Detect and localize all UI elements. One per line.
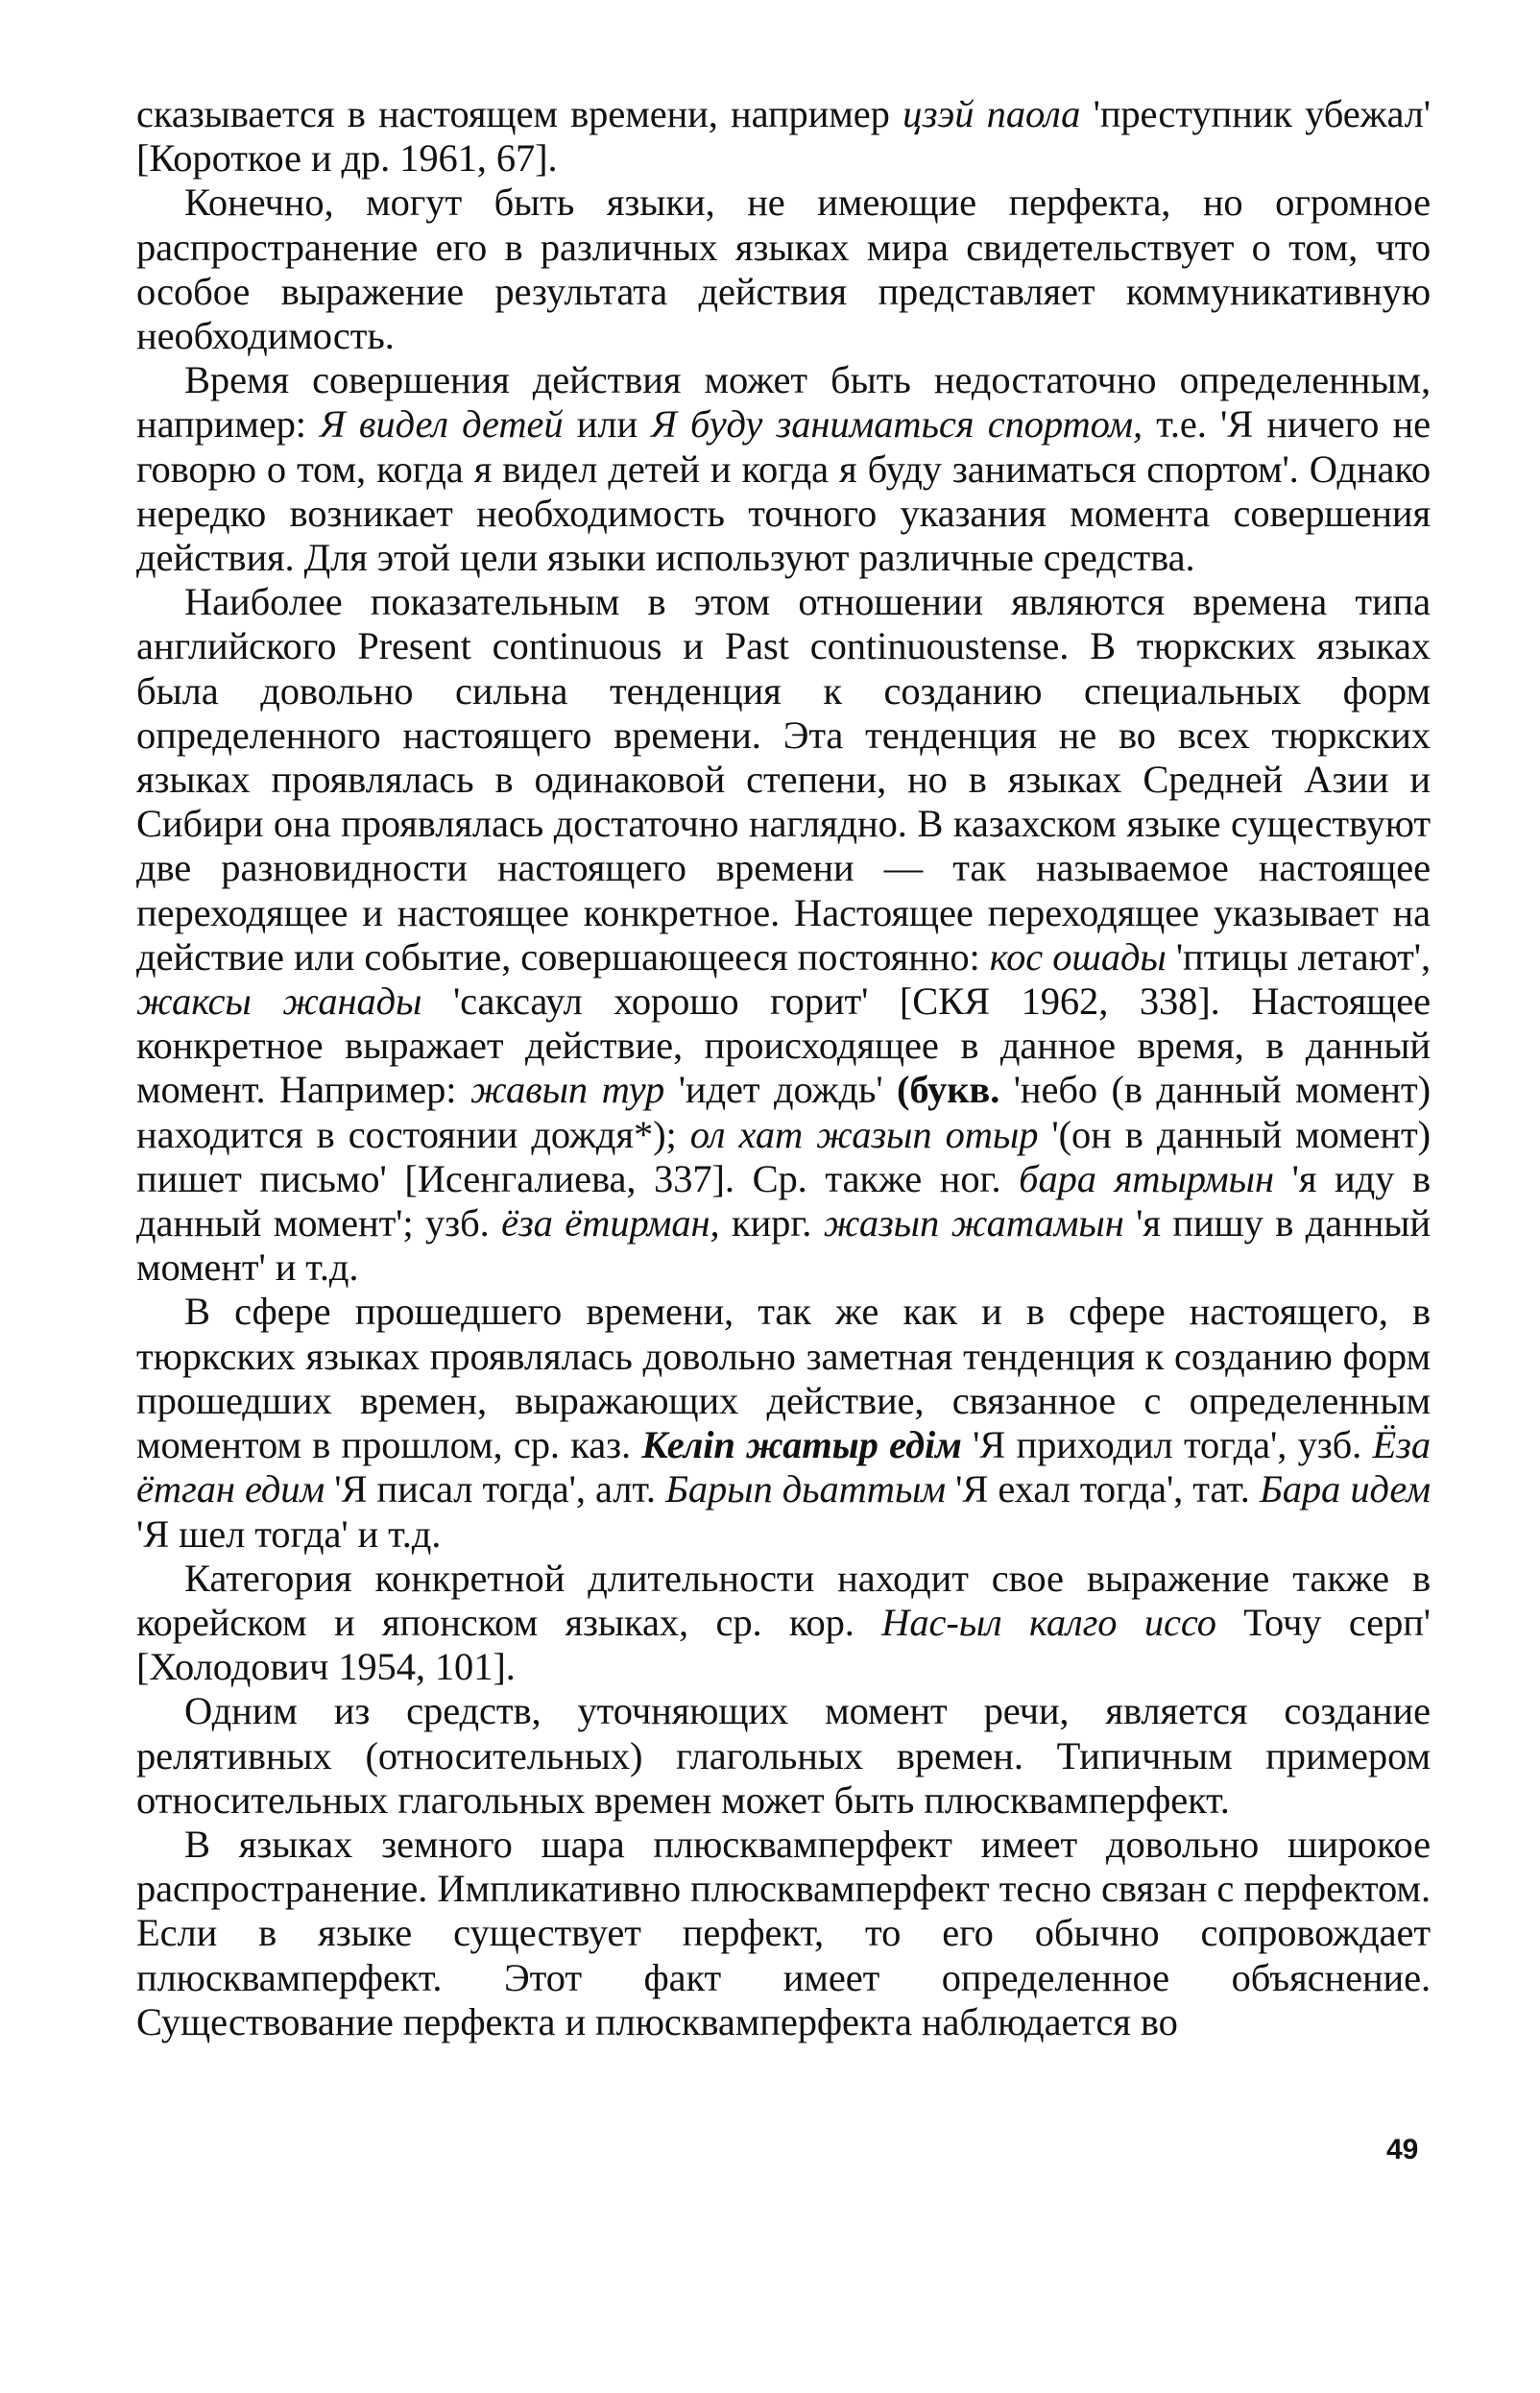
body-text [136, 92, 1431, 2044]
paragraph-perfect-necessity: Конечно, могут быть языки, не имеющие перфекта, но огромное распространение его в различных языках мира свидетельствует о том, что особое выражение результата действия представляет коммуникативную необходимость. [136, 181, 1431, 358]
example-korean: Нас-ыл калго иссо [881, 1600, 1216, 1644]
book-page [136, 92, 1431, 2301]
example-tatar-past: Бара идем [1259, 1467, 1431, 1511]
paragraph-continuous-tenses: Наиболее показательным в этом отношении являются времена типа английского Present continuous и Past continuoustense. В тюркских языках была довольно сильна тенденция к созданию специальных форм определенного настоящего времени. Эта тенденция не во всех тюркских языках проявлялась в одинаковой степени, но в языках Средней Азии и Сибири она проявлялась достаточно наглядно. В казахском языке существуют две разновидности настоящего времени — так называемое настоящее переходящее и настоящее конкретное. Настоящее переходящее указывает на действие или событие, совершающееся постоянно: кос ошады 'птицы летают', жаксы жанады 'саксаул хорошо горит' [СКЯ 1962, 338]. Настоящее конкретное выражает действие, происходящее в данное время, в данный момент. Например: жавып тур 'идет дождь' (букв. 'небо (в данный момент) находится в состоянии дождя*); ол хат жазып отыр '(он в данный момент) пишет письмо' [Исенгалиева, 337]. Ср. также ног. бара ятырмын 'я иду в данный момент'; узб. ёза ётирман, кирг. жазып жатамын 'я пишу в данный момент' и т.д. [136, 580, 1432, 1290]
paragraph-korean-japanese: Категория конкретной длительности находит свое выражение также в корейском и японском языках, ср. кор. Нас-ыл калго иссо Точу серп' [Холодович 1954, 101]. [136, 1556, 1431, 1689]
example-chinese: цзэй паола [902, 92, 1081, 135]
example-kazakh-writing: ол хат жазып отыр [689, 1112, 1039, 1156]
page-number: 49 [1386, 2134, 1419, 2165]
example-kyrgyz: жазып жатамын [823, 1201, 1124, 1245]
example-saw-children: Я видел детей [320, 402, 564, 447]
example-sport: Я буду заниматься спортом, [651, 402, 1143, 447]
paragraph-relative-tenses: Одним из средств, уточняющих момент речи, является создание релятивных (относительных) глагольных времен. Типичным примером относительных глагольных времен может быть плюсквамперфект. [136, 1689, 1431, 1822]
example-uzbek-past: Ёза ётган едим [136, 1423, 1431, 1511]
example-altai-past: Барып дьаттым [665, 1467, 947, 1511]
example-uzbek: ёза ётирман, [501, 1201, 720, 1245]
example-kazakh-saxaul: жаксы жанады [136, 979, 422, 1024]
literal-note: (букв. [897, 1068, 1000, 1112]
paragraph-past-tenses: В сфере прошедшего времени, так же как и в сфере настоящего, в тюркских языках проявлялась довольно заметная тенденция к созданию форм прошедших времен, выражающих действие, связанное с определенным моментом в прошлом, ср. каз. Келiп жатыр едiм 'Я приходил тогда', узб. Ёза ётган едим 'Я писал тогда', алт. Барып дьаттым 'Я ехал тогда', тат. Бара идем 'Я шел тогда' и т.д. [136, 1290, 1431, 1556]
paragraph-continuation: сказывается в настоящем времени, например цзэй паола 'преступник убежал' [Короткое и др. 1961, 67]. [136, 92, 1431, 181]
example-kazakh-rain: жавып тур [469, 1068, 665, 1112]
example-nogai: бара ятырмын [1019, 1156, 1274, 1200]
example-kazakh-birds: кос ошады [989, 934, 1167, 979]
paragraph-indefinite-time: Время совершения действия может быть недостаточно определенным, например: Я видел детей или Я буду заниматься спортом, т.е. 'Я ничего не говорю о том, когда я видел детей и когда я буду заниматься спортом'. Однако нередко возникает необходимость точного указания момента совершения действия. Для этой цели языки используют различные средства. [136, 358, 1431, 580]
example-kazakh-past: Келiп жатыр едiм [641, 1423, 962, 1467]
paragraph-pluperfect: В языках земного шара плюсквамперфект имеет довольно широкое распространение. Импликативно плюсквамперфект тесно связан с перфектом. Если в языке существует перфект, то его обычно сопровождает плюсквамперфект. Этот факт имеет определенное объяснение. Существование перфекта и плюсквамперфекта наблюдается во [136, 1822, 1431, 2043]
